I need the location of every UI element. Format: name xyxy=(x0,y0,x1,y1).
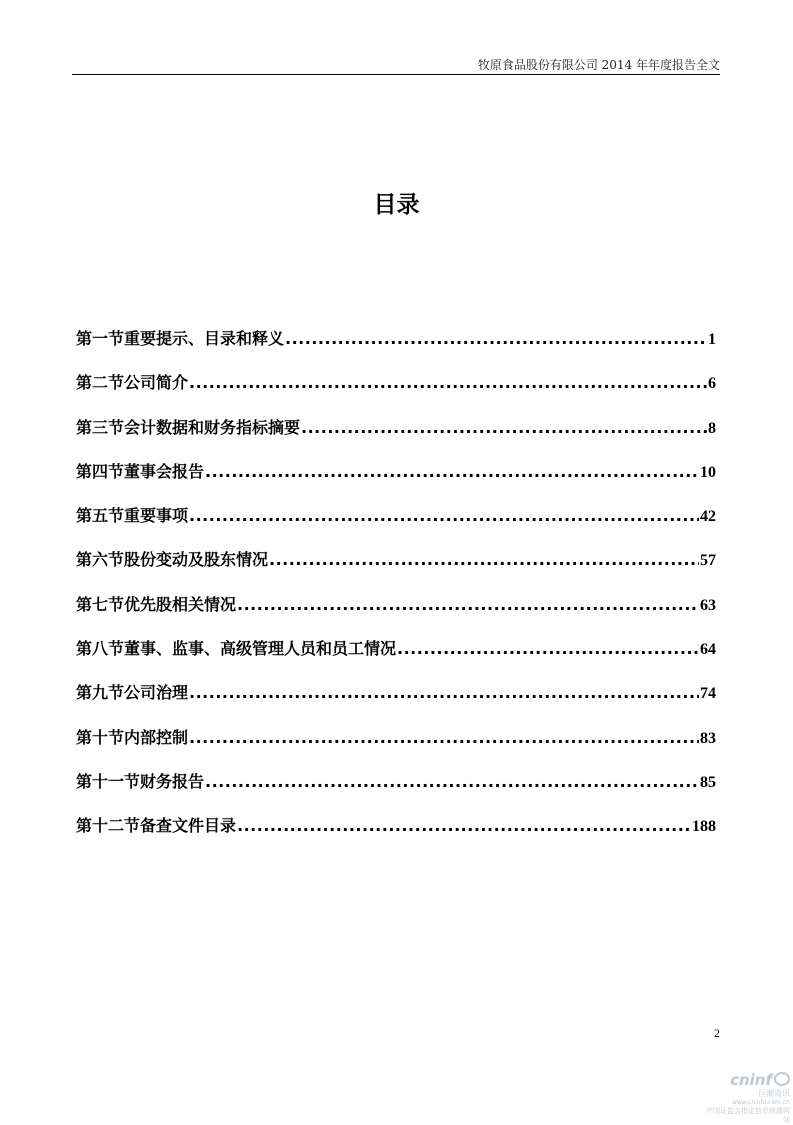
toc-leader-dots xyxy=(269,550,699,569)
toc-entry[interactable] xyxy=(76,415,716,459)
toc-leader-dots xyxy=(189,506,699,525)
toc-entry[interactable] xyxy=(76,459,716,503)
table-of-contents xyxy=(76,326,716,858)
toc-entry[interactable] xyxy=(76,547,716,591)
toc-entry-page: 64 xyxy=(700,641,716,659)
page-header: 牧原食品股份有限公司 2014 年年度报告全文 xyxy=(477,58,720,72)
toc-entry-page: 57 xyxy=(700,552,716,570)
toc-entry-page: 74 xyxy=(700,685,716,703)
watermark-name: 巨潮资讯 xyxy=(758,1089,790,1098)
toc-leader-dots xyxy=(397,639,699,658)
toc-entry-label: 第一节重要提示、目录和释义 xyxy=(76,329,285,348)
cninfo-logo-icon xyxy=(774,1072,790,1086)
toc-entry-page: 63 xyxy=(700,596,716,614)
toc-entry-page: 1 xyxy=(708,331,716,348)
toc-entry-label: 第六节股份变动及股东情况 xyxy=(76,550,269,570)
toc-entry[interactable] xyxy=(76,326,716,370)
toc-entry-label: 第十一节财务报告 xyxy=(76,771,205,791)
toc-leader-dots xyxy=(205,462,699,481)
toc-entry-page: 6 xyxy=(708,375,716,393)
watermark-url: www.cninfo.com.cn xyxy=(731,1099,790,1106)
page-number: 2 xyxy=(714,1026,720,1040)
toc-entry-label: 第三节会计数据和财务指标摘要 xyxy=(76,417,301,437)
toc-entry[interactable] xyxy=(76,592,716,636)
toc-entry-label: 第十二节备查文件目录 xyxy=(76,816,237,836)
toc-leader-dots xyxy=(189,373,707,392)
toc-entry-page: 42 xyxy=(700,508,716,526)
toc-entry-label: 第十节内部控制 xyxy=(76,727,189,747)
toc-entry-label: 第七节优先股相关情况 xyxy=(76,594,237,614)
header-rule xyxy=(72,74,720,75)
toc-entry-page: 83 xyxy=(700,729,716,747)
toc-leader-dots xyxy=(237,595,699,614)
toc-leader-dots xyxy=(189,728,699,747)
toc-entry[interactable] xyxy=(76,769,716,813)
toc-entry-page: 8 xyxy=(708,419,716,437)
toc-entry[interactable] xyxy=(76,813,716,857)
page-title: 目录 xyxy=(373,192,420,218)
toc-entry[interactable] xyxy=(76,680,716,724)
watermark-logo xyxy=(700,1070,790,1089)
toc-entry-page: 188 xyxy=(692,818,716,836)
toc-entry[interactable] xyxy=(76,636,716,680)
toc-leader-dots xyxy=(205,772,699,791)
toc-entry-label: 第四节董事会报告 xyxy=(76,461,205,481)
watermark-logo-text: cninf xyxy=(730,1071,772,1089)
toc-entry[interactable] xyxy=(76,725,716,769)
toc-entry[interactable] xyxy=(76,370,716,414)
cninfo-watermark xyxy=(700,1070,790,1125)
toc-entry-label: 第八节董事、监事、高级管理人员和员工情况 xyxy=(76,639,397,659)
toc-entry[interactable] xyxy=(76,503,716,547)
toc-leader-dots xyxy=(301,418,707,437)
toc-leader-dots xyxy=(189,683,699,702)
toc-entry-label: 第九节公司治理 xyxy=(76,683,189,703)
toc-leader-dots xyxy=(285,329,707,348)
toc-entry-label: 第五节重要事项 xyxy=(76,506,189,526)
toc-entry-label: 第二节公司简介 xyxy=(76,373,189,393)
toc-entry-page: 85 xyxy=(700,773,716,791)
watermark-tagline: 中国证监会指定信息披露网站 xyxy=(706,1107,790,1124)
toc-leader-dots xyxy=(237,816,691,835)
toc-entry-page: 10 xyxy=(700,463,716,481)
